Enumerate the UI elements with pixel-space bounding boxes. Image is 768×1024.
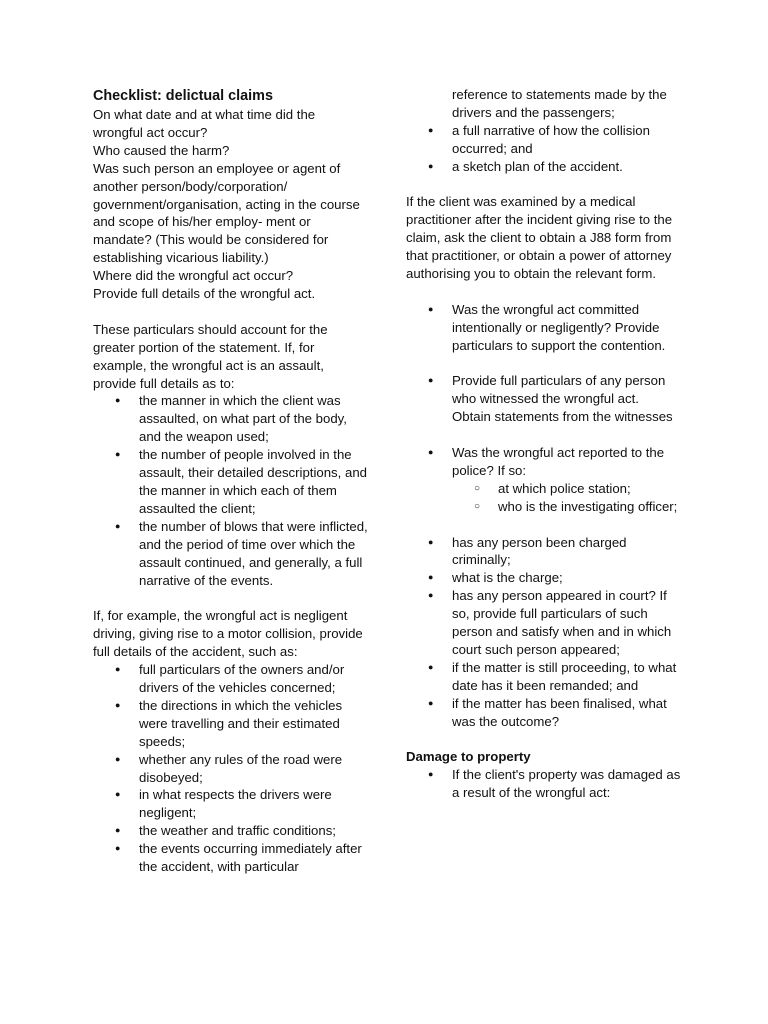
- list-item: ● full particulars of the owners and/or drivers of the vehicles concerned;: [93, 661, 368, 697]
- list-item: ● the weather and traffic conditions;: [93, 822, 368, 840]
- damage-list: [406, 766, 681, 802]
- list-item: ● a full narrative of how the collision occurred; and: [406, 122, 681, 158]
- list-item: ● has any person appeared in court? If so, provide full particulars of such person and satisfy when and in which court such person appeared;: [406, 587, 681, 659]
- spacer: [406, 516, 681, 534]
- assault-intro-paragraph: These particulars should account for the greater portion of the statement. If, for example, the wrongful act is an assault, provide full details as to:: [93, 321, 328, 391]
- list-item: ● If the client's property was damaged as a result of the wrongful act:: [406, 766, 681, 802]
- list-item: ● Provide full particulars of any person who witnessed the wrongful act. Obtain statements from the witnesses: [406, 372, 681, 426]
- list-item: ● what is the charge;: [406, 569, 681, 587]
- left-column: [93, 86, 368, 876]
- collision-intro-paragraph: If, for example, the wrongful act is negligent driving, giving rise to a motor collision, provide full details of the accident, such as:: [93, 608, 363, 660]
- police-question: Was the wrongful act reported to the police? If so:: [452, 445, 665, 478]
- list-item: ● Was the wrongful act committed intentionally or negligently? Provide particulars to support the contention.: [406, 301, 681, 355]
- spacer: [406, 176, 681, 194]
- list-item: ● the number of blows that were inflicted, and the period of time over which the assault continued, and generally, a full narrative of the events.: [93, 518, 368, 590]
- list-item: ● the directions in which the vehicles were travelling and their estimated speeds;: [93, 697, 368, 751]
- spacer: [93, 589, 368, 607]
- spacer: [406, 355, 681, 373]
- list-item: [406, 444, 681, 516]
- sub-list-item: ○ who is the investigating officer;: [452, 498, 681, 516]
- damage-heading: Damage to property: [406, 749, 531, 765]
- court-list: [406, 534, 681, 731]
- list-item: ● the number of people involved in the assault, their detailed descriptions, and the manner in which each of them assaulted the client;: [93, 446, 368, 518]
- list-item: ● in what respects the drivers were negligent;: [93, 786, 368, 822]
- question-date-time: On what date and at what time did the wrongful act occur?: [93, 107, 316, 140]
- police-list: [406, 444, 681, 516]
- right-column: [406, 86, 681, 802]
- question-where: Where did the wrongful act occur?: [93, 268, 294, 284]
- police-sublist: [452, 480, 681, 516]
- sub-list-item: ○ at which police station;: [452, 480, 681, 498]
- spacer: [406, 283, 681, 301]
- list-item: ● the events occurring immediately after the accident, with particular: [93, 840, 368, 876]
- list-item-continuation: reference to statements made by the drivers and the passengers;: [452, 87, 667, 120]
- question-details: Provide full details of the wrongful act.: [93, 286, 316, 302]
- witness-list: [406, 372, 681, 426]
- checklist-title: Checklist: delictual claims: [93, 88, 273, 104]
- collision-list-continued: [406, 122, 681, 176]
- intent-list: [406, 301, 681, 355]
- list-item: ● if the matter has been finalised, what was the outcome?: [406, 695, 681, 731]
- question-employee-agent: Was such person an employee or agent of another person/body/corporation/ government/organisation, acting in the course and scope of his/her employ- ment or mandate? (This would be considered for establishing vicarious liability.): [93, 160, 360, 266]
- assault-list: [93, 392, 368, 589]
- spacer: [406, 731, 681, 749]
- list-item: ● whether any rules of the road were disobeyed;: [93, 751, 368, 787]
- spacer: [93, 303, 368, 321]
- list-item: ● the manner in which the client was assaulted, on what part of the body, and the weapon used;: [93, 392, 368, 446]
- collision-list: [93, 661, 368, 876]
- spacer: [406, 426, 681, 444]
- medical-paragraph: If the client was examined by a medical practitioner after the incident giving rise to the claim, ask the client to obtain a J88 form from that practitioner, or obtain a power of attorney authorising you to obtain the relevant form.: [406, 194, 673, 282]
- question-who-caused: Who caused the harm?: [93, 142, 230, 158]
- list-item: ● a sketch plan of the accident.: [406, 158, 681, 176]
- list-item: ● if the matter is still proceeding, to what date has it been remanded; and: [406, 659, 681, 695]
- list-item: ● has any person been charged criminally;: [406, 534, 681, 570]
